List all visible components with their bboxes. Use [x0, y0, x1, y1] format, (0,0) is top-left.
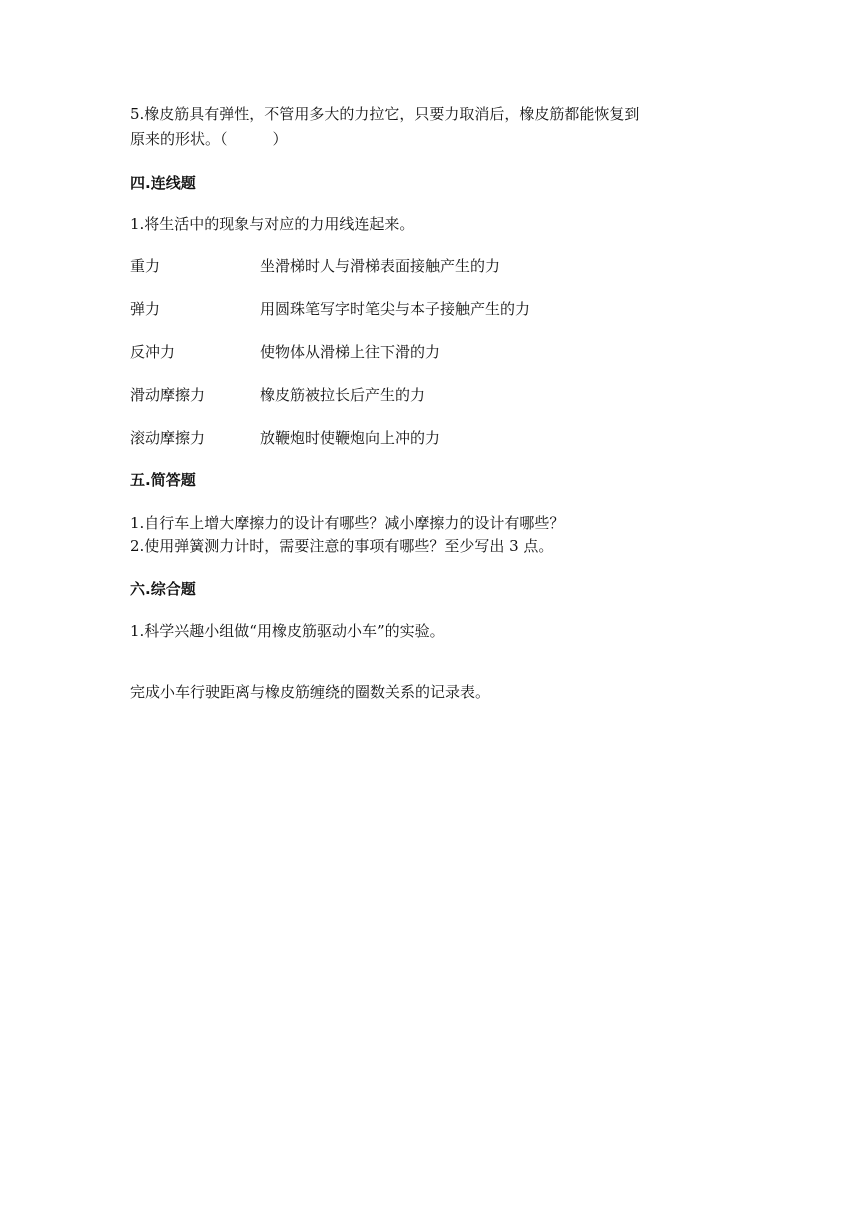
match-phenomenon-label: 用圆珠笔写字时笔尖与本子接触产生的力 — [260, 300, 531, 318]
match-row — [130, 255, 730, 277]
section-4-title: 四.连线题 — [130, 174, 196, 192]
question-6-1: 1.科学兴趣小组做“用橡皮筋驱动小车”的实验。 — [130, 622, 445, 640]
match-phenomenon-label: 使物体从滑梯上往下滑的力 — [260, 343, 441, 361]
question-6-1-instruction: 完成小车行驶距离与橡皮筋缠绕的圈数关系的记录表。 — [130, 683, 491, 701]
match-row — [130, 384, 730, 406]
match-force-label: 滚动摩擦力 — [130, 429, 206, 447]
question-5-1: 1.自行车上增大摩擦力的设计有哪些？减小摩擦力的设计有哪些？ — [130, 514, 565, 532]
section-6-title: 六.综合题 — [130, 580, 196, 598]
match-force-label: 滑动摩擦力 — [130, 386, 206, 404]
match-phenomenon-label: 坐滑梯时人与滑梯表面接触产生的力 — [260, 257, 501, 275]
match-force-label: 弹力 — [130, 300, 161, 318]
match-phenomenon-label: 放鞭炮时使鞭炮向上冲的力 — [260, 429, 441, 447]
match-phenomenon-label: 橡皮筋被拉长后产生的力 — [260, 386, 426, 404]
match-row — [130, 298, 730, 320]
match-force-label: 反冲力 — [130, 343, 176, 361]
match-force-label: 重力 — [130, 257, 161, 275]
match-row — [130, 427, 730, 449]
question-4-1: 1.将生活中的现象与对应的力用线连起来。 — [130, 215, 415, 233]
question-3-5-line-1: 5.橡皮筋具有弹性，不管用多大的力拉它，只要力取消后，橡皮筋都能恢复到 — [130, 105, 640, 123]
question-5-2: 2.使用弹簧测力计时，需要注意的事项有哪些？至少写出 3 点。 — [130, 537, 554, 555]
section-5-title: 五.简答题 — [130, 471, 196, 489]
match-row — [130, 341, 730, 363]
question-3-5-line-2: 原来的形状。（ ） — [130, 130, 288, 148]
